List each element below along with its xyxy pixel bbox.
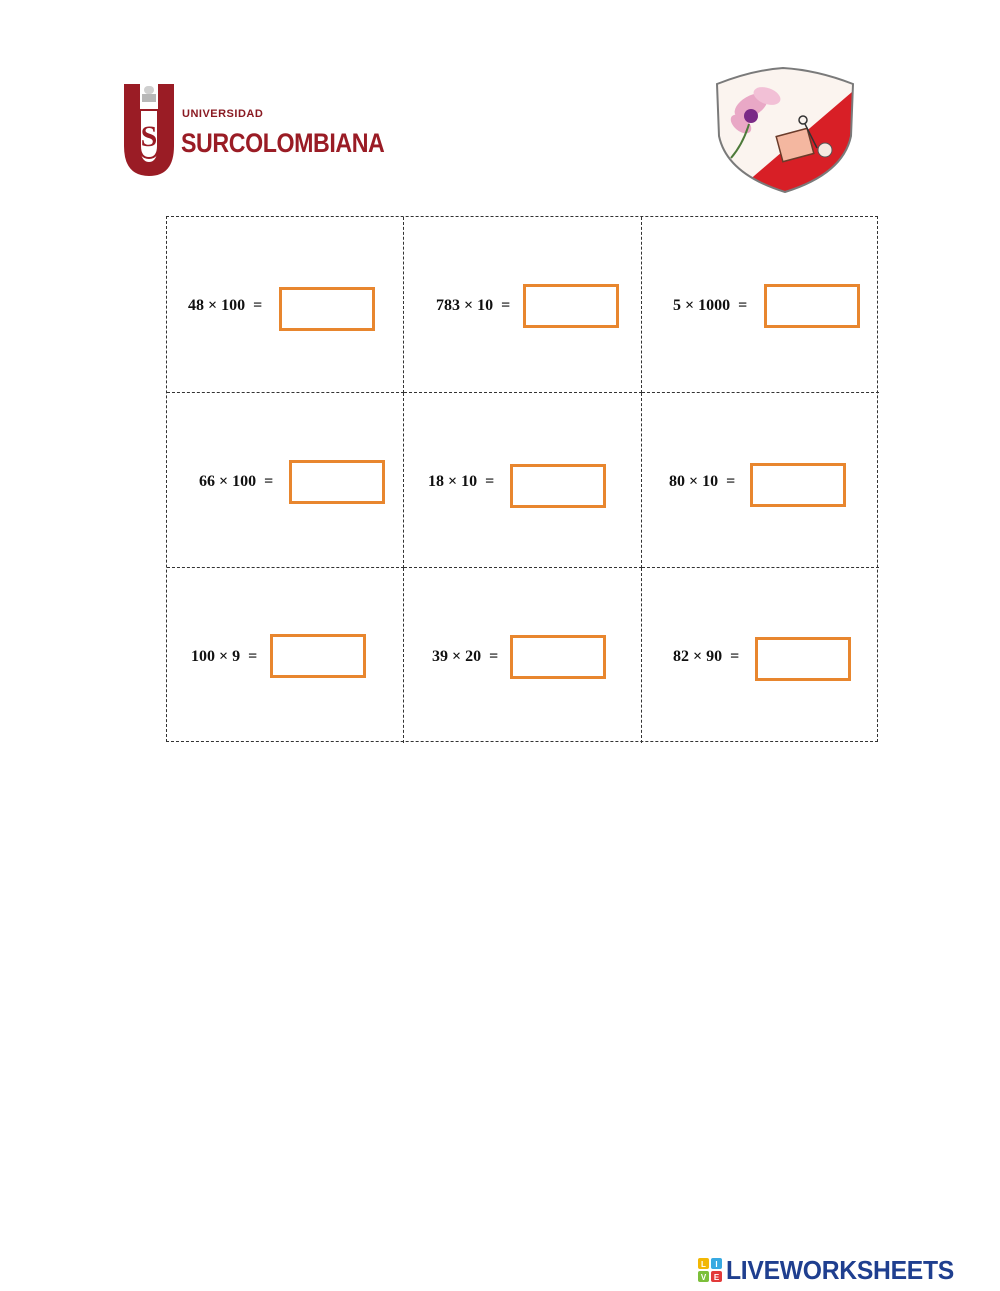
exercise-expression: 66 × 100 = (199, 473, 274, 490)
exercise-expression: 5 × 1000 = (673, 297, 748, 314)
exercise-expression: 48 × 100 = (188, 297, 263, 314)
usco-emblem-icon (120, 80, 178, 180)
answer-box[interactable] (523, 284, 619, 328)
university-name: SURCOLOMBIANA (181, 128, 385, 158)
answer-box[interactable] (750, 463, 846, 507)
svg-text:S: S (140, 120, 158, 153)
university-logo (120, 80, 385, 185)
exercise-cell (404, 217, 642, 393)
answer-box[interactable] (270, 634, 366, 678)
university-small-label: UNIVERSIDAD (182, 108, 264, 120)
svg-text:I: I (715, 1260, 718, 1269)
answer-box[interactable] (755, 637, 851, 681)
liveworksheets-mark-icon (697, 1257, 723, 1283)
answer-box[interactable] (510, 464, 606, 508)
exercise-expression: 18 × 10 = (428, 473, 495, 490)
answer-box[interactable] (510, 635, 606, 679)
answer-box[interactable] (764, 284, 860, 328)
exercise-cell (642, 568, 879, 743)
liveworksheets-wordmark: LIVEWORKSHEETS (726, 1254, 954, 1285)
answer-box[interactable] (289, 460, 385, 504)
svg-text:L: L (701, 1260, 706, 1269)
exercise-cell (642, 217, 879, 393)
exercise-expression: 82 × 90 = (673, 648, 740, 665)
exercise-cell (167, 568, 404, 743)
exercise-expression: 39 × 20 = (432, 648, 499, 665)
exercise-expression: 80 × 10 = (669, 473, 736, 490)
liveworksheets-logo (697, 1254, 966, 1285)
exercise-grid (166, 216, 878, 742)
svg-text:V: V (700, 1273, 707, 1282)
school-shield-icon (713, 66, 859, 194)
exercise-cell (404, 568, 642, 743)
exercise-cell (404, 393, 642, 568)
exercise-cell (167, 393, 404, 568)
exercise-expression: 100 × 9 = (191, 648, 258, 665)
exercise-cell (642, 393, 879, 568)
exercise-cell (167, 217, 404, 393)
exercise-expression: 783 × 10 = (436, 297, 511, 314)
svg-text:E: E (713, 1273, 720, 1282)
answer-box[interactable] (279, 287, 375, 331)
